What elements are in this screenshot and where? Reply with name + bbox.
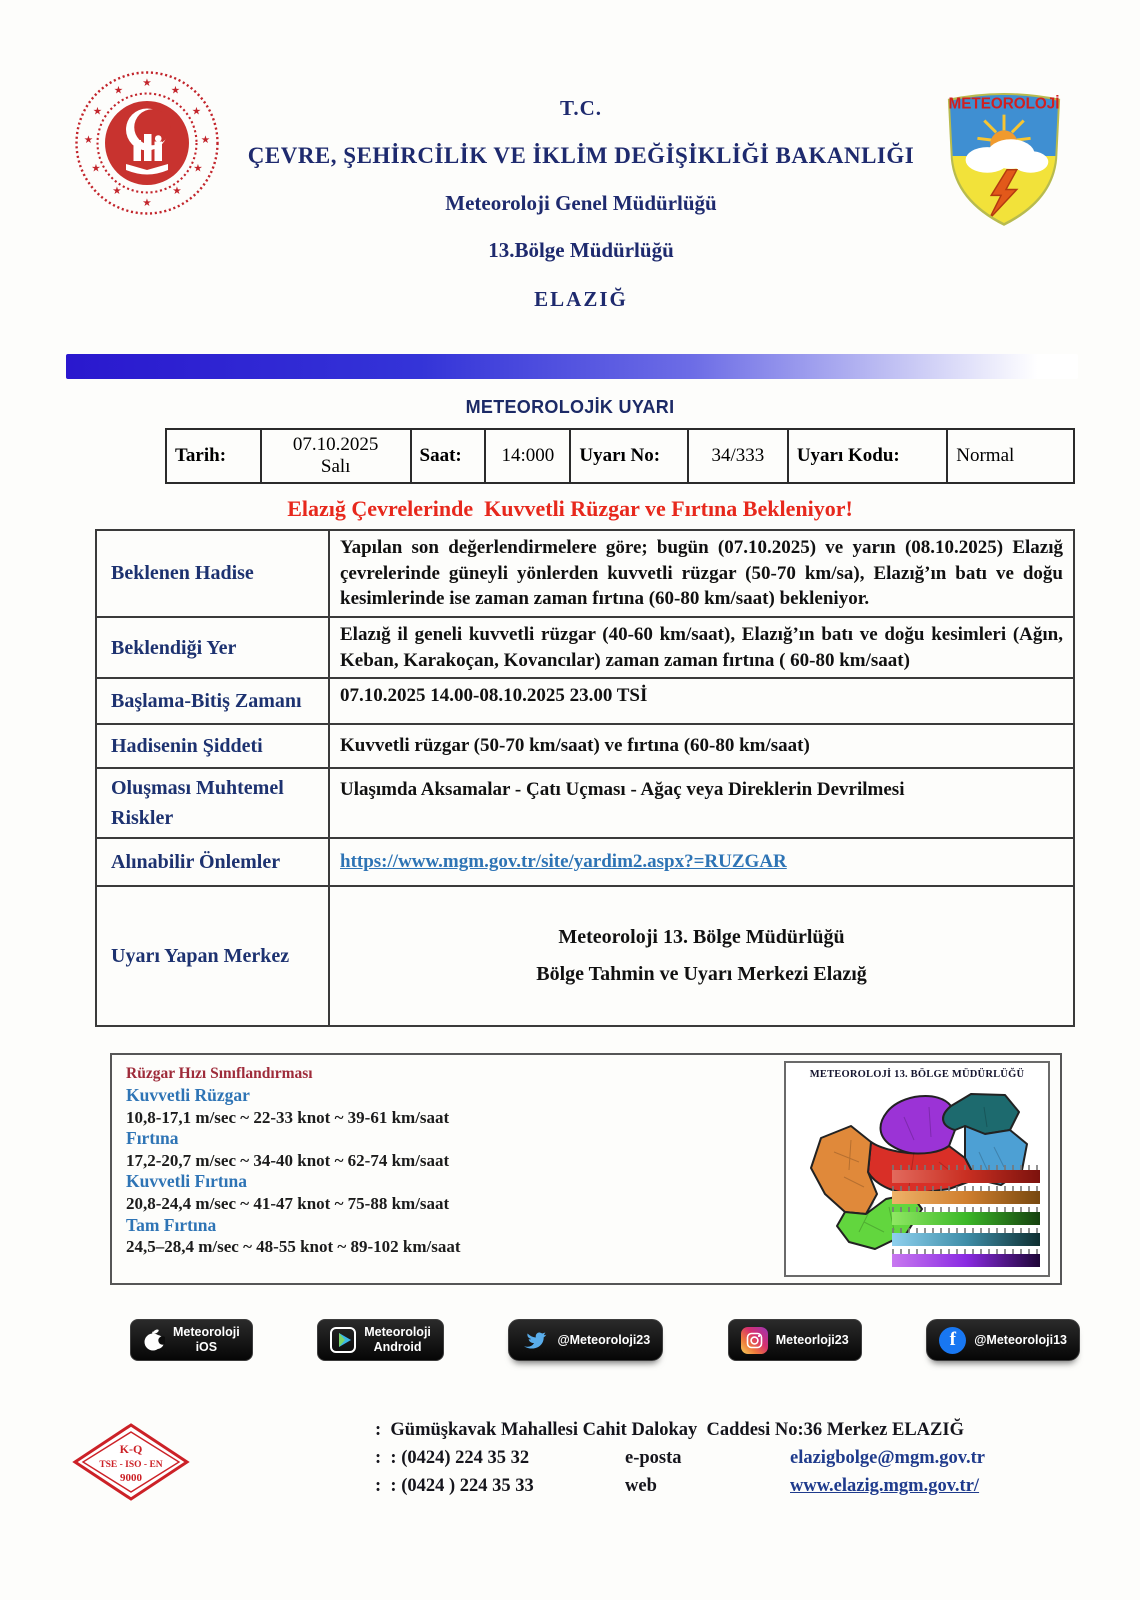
website-link[interactable]: www.elazig.mgm.gov.tr/ (790, 1475, 980, 1496)
warning-info-table (165, 428, 1075, 484)
met-logo-text: METEOROLOJİ (948, 95, 1060, 113)
header-titles (222, 68, 940, 312)
twitter-badge[interactable] (508, 1319, 663, 1361)
address-line: : Gümüşkavak Mahallesi Cahit Dalokay Caddesi No:36 Merkez ELAZIĞ (375, 1420, 964, 1441)
wind-class-name-1: Fırtına (126, 1128, 179, 1149)
twitter-bird-icon (521, 1329, 549, 1351)
wind-classification-box (110, 1053, 1062, 1285)
tarih-label: Tarih: (166, 429, 261, 483)
mgm-help-link[interactable]: https://www.mgm.gov.tr/site/yardim2.aspx?=RUZGAR (340, 851, 787, 873)
wind-class-name-0: Kuvvetli Rüzgar (126, 1085, 250, 1106)
row-label-uyari-yapan-merkez: Uyarı Yapan Merkez (96, 886, 329, 1026)
legend-row-purple (892, 1249, 1040, 1267)
region-map-box (784, 1061, 1050, 1277)
cert-line3: 9000 (120, 1472, 142, 1485)
web-label: web (625, 1475, 657, 1496)
legend-row-blue (892, 1228, 1040, 1246)
android-badge-line1: Meteoroloji (364, 1325, 431, 1340)
region-map-title: METEOROLOJİ 13. BÖLGE MÜDÜRLÜĞÜ (809, 1069, 1025, 1081)
merkez-line1: Meteoroloji 13. Bölge Müdürlüğü (558, 926, 845, 949)
blue-divider-bar (66, 354, 1078, 379)
row-text-uyari-yapan-merkez (329, 886, 1074, 1026)
legend-row-green (892, 1207, 1040, 1225)
social-badges-row (130, 1319, 1080, 1361)
uyari-kodu-label: Uyarı Kodu: (788, 429, 947, 483)
row-label-muhtemel-riskler: Oluşması Muhtemel Riskler (96, 768, 329, 838)
saat-label: Saat: (411, 429, 486, 483)
svg-text:★: ★ (91, 162, 101, 175)
svg-text:★: ★ (193, 162, 203, 175)
wind-class-range-3: 24,5–28,4 m/sec ~ 48-55 knot ~ 89-102 km/saat (126, 1237, 461, 1257)
ministry-emblem-icon (72, 68, 222, 218)
merkez-line2: Bölge Tahmin ve Uyarı Merkezi Elazığ (536, 963, 867, 986)
legend-row-orange (892, 1186, 1040, 1204)
wind-class-name-2: Kuvvetli Fırtına (126, 1171, 248, 1192)
cert-line1: K-Q (119, 1442, 143, 1457)
ios-app-badge[interactable] (130, 1319, 253, 1361)
wind-scale-title: Rüzgar Hızı Sınıflandırması (126, 1065, 313, 1083)
meteoroloji-shield-icon (940, 86, 1068, 228)
svg-text:★: ★ (191, 105, 202, 118)
instagram-icon (741, 1327, 768, 1354)
row-label-alinabilir-onlemler: Alınabilir Önlemler (96, 838, 329, 886)
svg-text:★: ★ (112, 185, 122, 197)
row-text-hadisenin-siddeti: Kuvvetli rüzgar (50-70 km/saat) ve fırtına (60-80 km/saat) (329, 724, 1074, 768)
row-label-baslama-bitis: Başlama-Bitiş Zamanı (96, 678, 329, 724)
facebook-badge[interactable] (926, 1319, 1080, 1361)
android-badge-line2: Android (373, 1340, 422, 1355)
svg-text:★: ★ (83, 134, 94, 146)
document-footer (72, 1417, 1140, 1501)
legend-row-red (892, 1165, 1040, 1183)
map-legend (892, 1162, 1040, 1267)
uyari-no-value: 34/333 (688, 429, 788, 483)
saat-value: 14:000 (485, 429, 570, 483)
section-title: METEOROLOJİK UYARI (465, 397, 675, 417)
row-label-beklendigi-yer: Beklendiği Yer (96, 617, 329, 678)
row-text-baslama-bitis: 07.10.2025 14.00-08.10.2025 23.00 TSİ (329, 678, 1074, 724)
facebook-handle: @Meteoroloji13 (974, 1333, 1067, 1348)
cert-line2: TSE - ISO - EN (99, 1460, 163, 1471)
eposta-label: e-posta (625, 1447, 682, 1468)
header-city: ELAZIĞ (534, 287, 628, 311)
row-label-hadisenin-siddeti: Hadisenin Şiddeti (96, 724, 329, 768)
ios-badge-line2: iOS (195, 1340, 218, 1355)
row-text-muhtemel-riskler: Ulaşımda Aksamalar - Çatı Uçması - Ağaç veya Direklerin Devrilmesi (329, 768, 1074, 838)
svg-text:★: ★ (92, 105, 103, 118)
svg-text:★: ★ (172, 185, 182, 197)
tarih-date: 07.10.2025 (292, 434, 379, 456)
warning-headline: Elazığ Çevrelerinde Kuvvetli Rüzgar ve Fırtına Bekleniyor! (287, 496, 853, 521)
row-label-beklenen-hadise: Beklenen Hadise (96, 530, 329, 617)
svg-text:★: ★ (200, 134, 211, 146)
uyari-kodu-value: Normal (947, 429, 1074, 483)
header-general-directorate: Meteoroloji Genel Müdürlüğü (445, 191, 717, 215)
google-play-icon (330, 1327, 356, 1353)
warning-details-table (95, 529, 1075, 1027)
ios-badge-line1: Meteoroloji (173, 1325, 240, 1340)
document-header (0, 0, 1140, 312)
wind-class-name-3: Tam Fırtına (126, 1214, 217, 1235)
svg-text:★: ★ (142, 197, 152, 209)
wind-class-range-1: 17,2-20,7 m/sec ~ 34-40 knot ~ 62-74 km/saat (126, 1151, 450, 1171)
instagram-handle: Meteorloji23 (775, 1333, 849, 1348)
instagram-badge[interactable] (728, 1319, 862, 1361)
contact-block (375, 1417, 985, 1500)
row-text-alinabilir-onlemler (329, 838, 1074, 886)
tarih-day: Salı (320, 456, 351, 477)
phone-web-line (375, 1473, 985, 1501)
row-text-beklenen-hadise: Yapılan son değerlendirmelere göre; bugün (07.10.2025) ve yarın (08.10.2025) Elazığ çevrelerinde güneyli yönlerden kuvvetli rüzgar (50-70 km/sa), Elazığ’ın batı ve doğu kesimlerinde ise zaman zaman fırtına (60-80 km/saat) bekleniyor. (329, 530, 1074, 617)
phone2: : : (0424 ) 224 35 33 (375, 1475, 534, 1496)
header-tc: T.C. (559, 96, 603, 120)
header-ministry: ÇEVRE, ŞEHİRCİLİK VE İKLİM DEĞİŞİKLİĞİ BAKANLIĞI (247, 143, 915, 168)
android-app-badge[interactable] (317, 1319, 444, 1361)
tse-iso-cert-icon (72, 1423, 190, 1501)
header-regional-directorate: 13.Bölge Müdürlüğü (488, 238, 674, 262)
row-text-beklendigi-yer: Elazığ il geneli kuvvetli rüzgar (40-60 km/saat), Elazığ’ın batı ve doğu kesimleri (Ağın, Keban, Karakoçan, Kovancılar) zaman zaman fırtına ( 60-80 km/saat) (329, 617, 1074, 678)
facebook-icon: f (939, 1327, 966, 1354)
svg-text:★: ★ (113, 84, 124, 97)
email-link[interactable]: elazigbolge@mgm.gov.tr (790, 1447, 985, 1468)
apple-icon (143, 1327, 165, 1353)
wind-class-range-2: 20,8-24,4 m/sec ~ 41-47 knot ~ 75-88 km/saat (126, 1194, 450, 1214)
wind-class-range-0: 10,8-17,1 m/sec ~ 22-33 knot ~ 39-61 km/saat (126, 1108, 450, 1128)
tarih-value (261, 429, 411, 483)
uyari-no-label: Uyarı No: (570, 429, 688, 483)
phone1: : : (0424) 224 35 32 (375, 1447, 530, 1468)
svg-text:★: ★ (170, 84, 181, 97)
twitter-handle: @Meteoroloji23 (557, 1333, 651, 1348)
svg-text:★: ★ (142, 77, 152, 89)
phone-email-line (375, 1445, 985, 1473)
